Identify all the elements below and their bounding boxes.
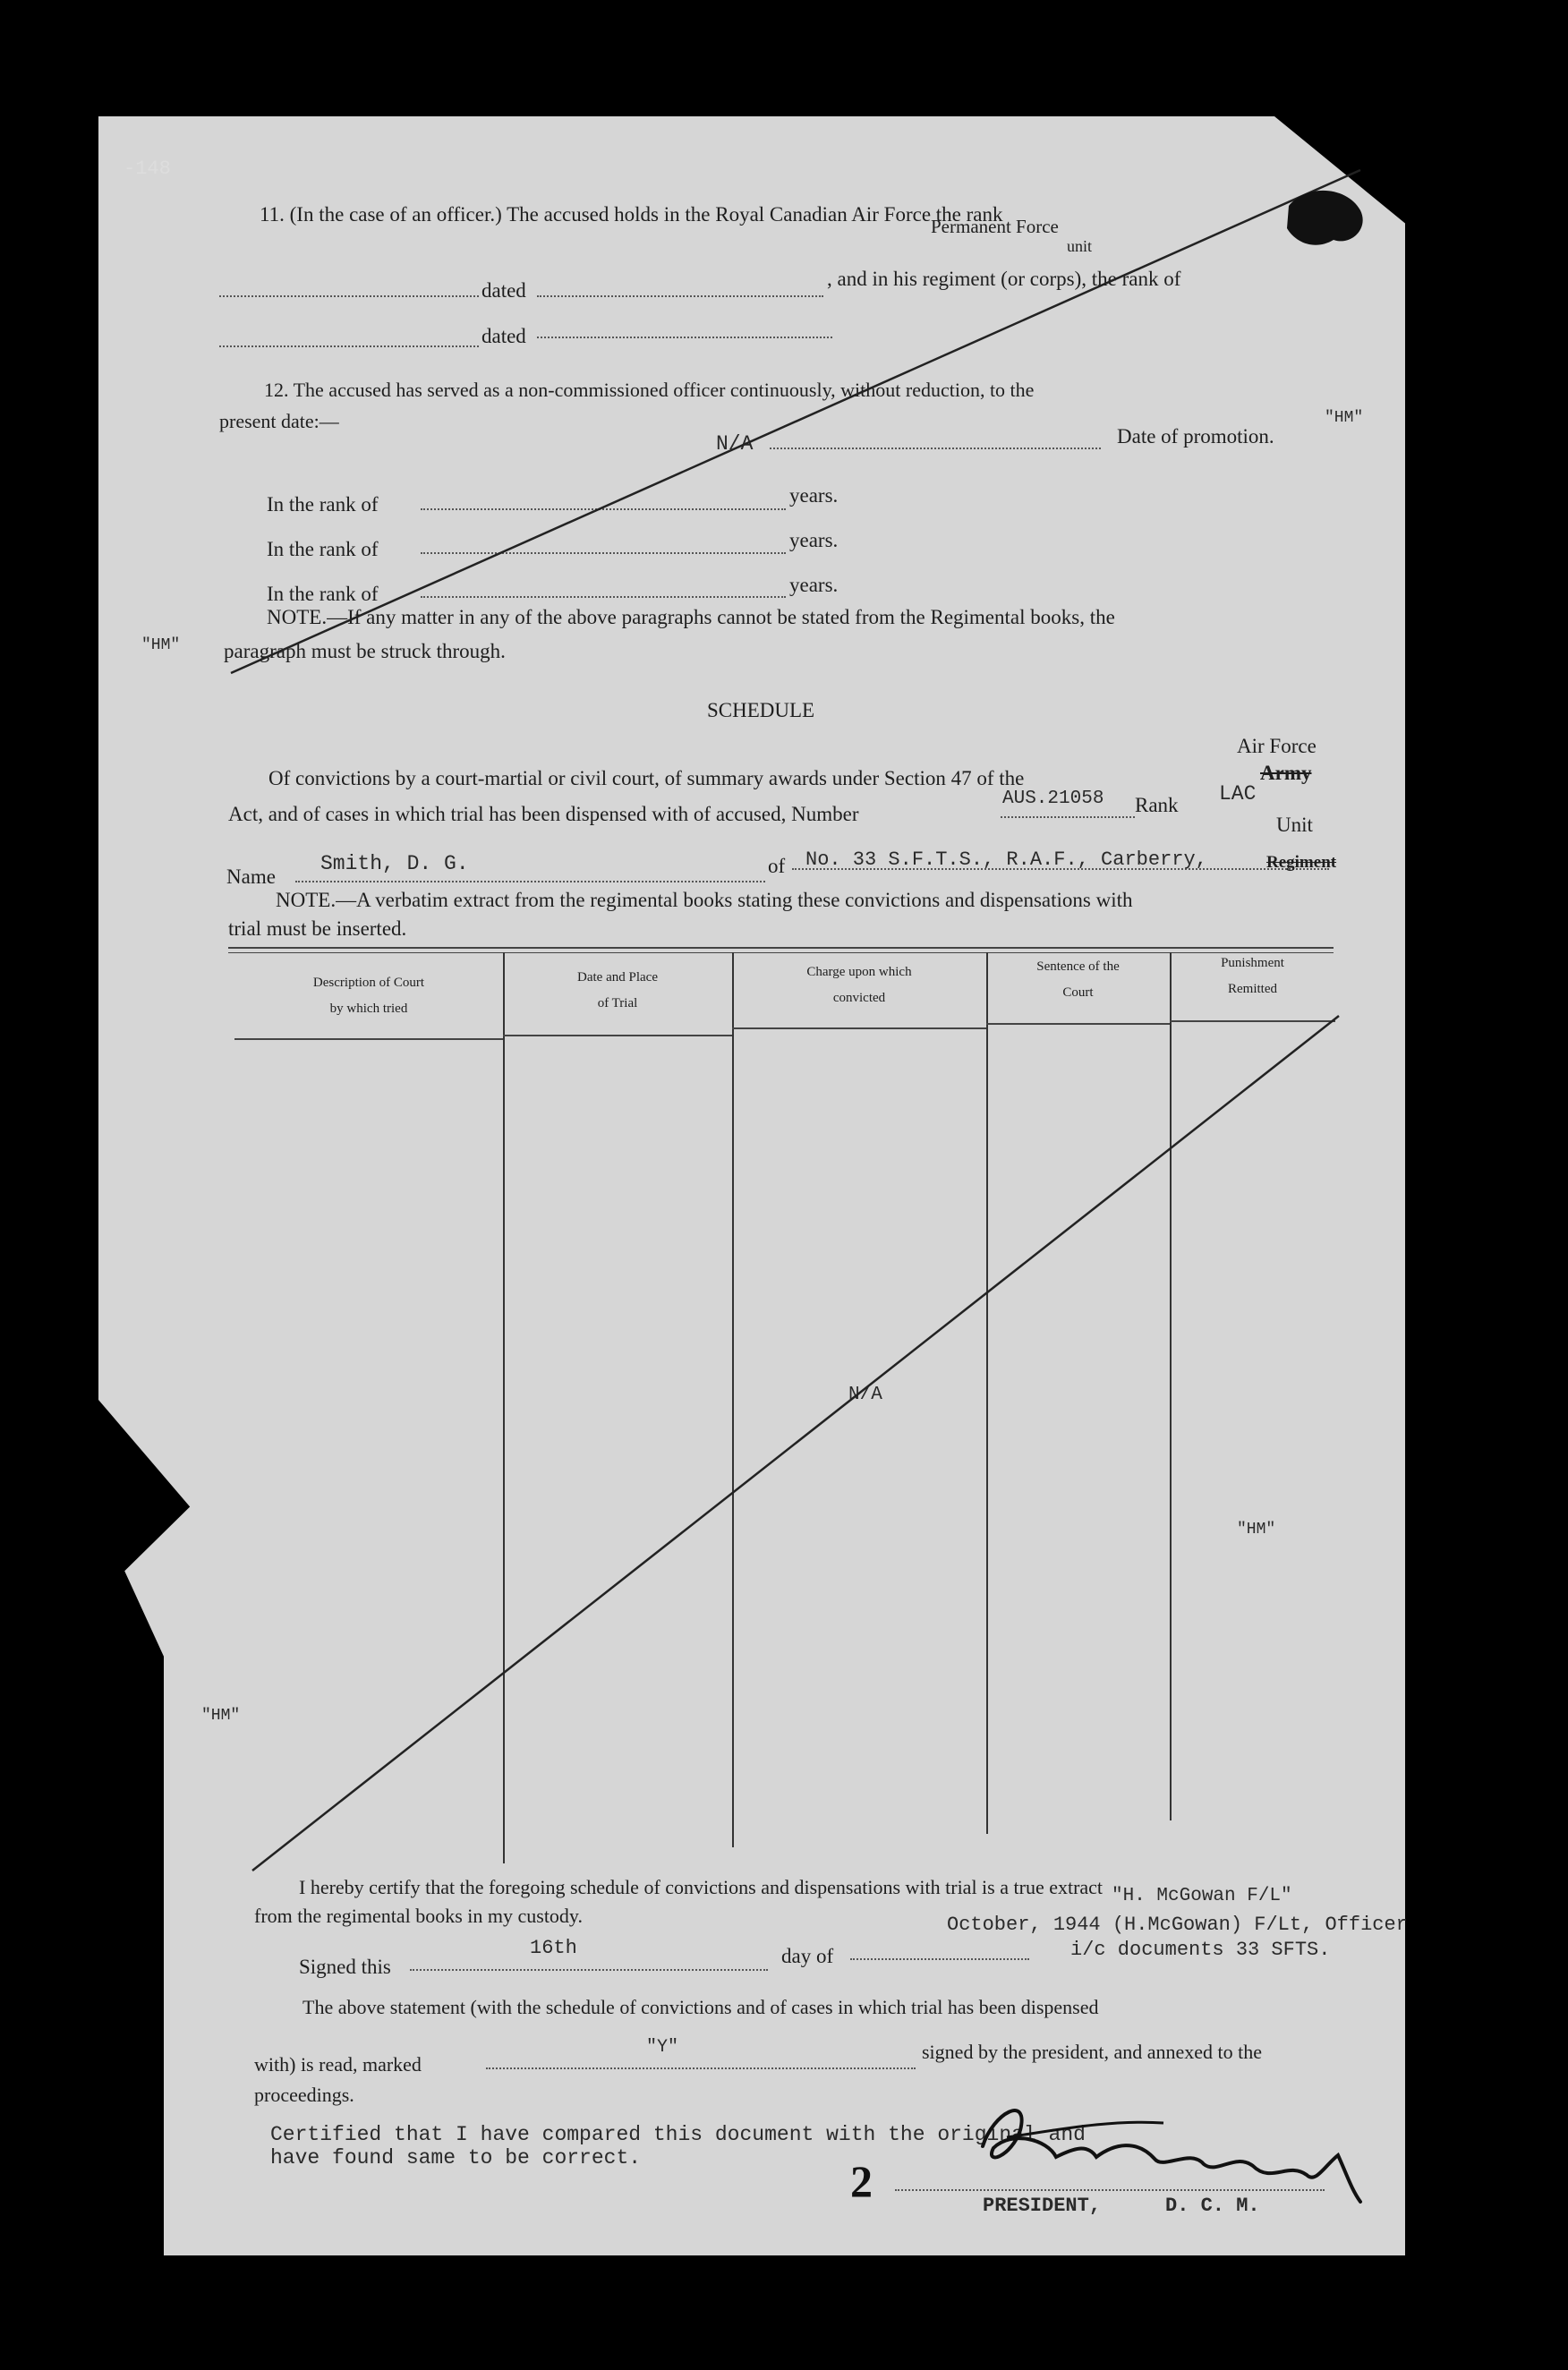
schedule-line1: Of convictions by a court-martial or civil court, of summary awards under Section 47 of the <box>268 767 1025 789</box>
para12-initials: "HM" <box>1325 409 1364 427</box>
years-1: years. <box>789 484 839 507</box>
name-label: Name <box>226 865 276 888</box>
header-date-line2: of Trial <box>597 995 638 1010</box>
accused-unit: No. 33 S.F.T.S., R.A.F., Carberry, <box>805 848 1207 871</box>
schedule-note-line1: NOTE.—A verbatim extract from the regimental books stating these convictions and dispensations with <box>276 889 1133 911</box>
para11-regiment: , and in his regiment (or corps), the rank of <box>827 268 1181 290</box>
para12-na: N/A <box>716 432 754 456</box>
accused-rank: LAC <box>1219 782 1257 806</box>
army-struck: Army <box>1260 762 1312 784</box>
certificate-signed-name: "H. McGowan F/L" <box>1112 1886 1292 1906</box>
statement-line1: The above statement (with the schedule of convictions and of cases in which trial has been dispensed <box>303 1996 1099 2018</box>
signed-month-year: October, 1944 (H.McGowan) F/Lt, Officer <box>947 1914 1408 1936</box>
signed-this-label: Signed this <box>299 1956 391 1978</box>
note1-line2: paragraph must be struck through. <box>224 640 506 662</box>
header-court-line2: by which tried <box>329 1001 408 1016</box>
statement-line3: proceedings. <box>254 2084 354 2106</box>
statement-line2-end: signed by the president, and annexed to the <box>922 2041 1263 2063</box>
schedule-note-line2: trial must be inserted. <box>228 917 407 940</box>
rank-label: Rank <box>1135 794 1179 816</box>
accused-number: AUS.21058 <box>1002 789 1104 809</box>
header-punishment-line2: Remitted <box>1228 981 1277 996</box>
accused-name: Smith, D. G. <box>320 852 469 875</box>
para11-insert-unit: unit <box>1067 237 1093 255</box>
dcm-label: D. C. M. <box>1165 2195 1260 2217</box>
rank-label-2: In the rank of <box>267 538 379 560</box>
para11-dated2: dated <box>481 325 526 347</box>
president-label: PRESIDENT, <box>983 2195 1102 2217</box>
table-initials-left: "HM" <box>201 1707 241 1725</box>
day-of-label: day of <box>781 1945 834 1967</box>
signature-stroke <box>1007 2122 1163 2137</box>
unit-insert: Unit <box>1276 814 1313 836</box>
page-number: -148 <box>124 158 171 180</box>
header-date-line1: Date and Place <box>577 970 658 985</box>
table-na: N/A <box>848 1385 882 1405</box>
ink-blot-icon <box>1287 191 1363 245</box>
years-3: years. <box>789 574 839 596</box>
certified-line2: have found same to be correct. <box>270 2146 642 2170</box>
table-strike-line <box>252 1016 1339 1871</box>
schedule-line2: Act, and of cases in which trial has been dispensed with of accused, Number <box>228 803 859 825</box>
para12-promotion: Date of promotion. <box>1117 425 1274 448</box>
paragraph-strike-line <box>231 170 1360 673</box>
certified-number: 2 <box>850 2156 873 2206</box>
para11-text: 11. (In the case of an officer.) The accused holds in the Royal Canadian Air Force the rank <box>260 203 1003 226</box>
table-initials-right: "HM" <box>1237 1521 1276 1539</box>
certified-line1: Certified that I have compared this document with the original and <box>270 2123 1086 2146</box>
para11-insert-force: Permanent Force <box>931 216 1059 237</box>
rank-label-1: In the rank of <box>267 493 379 516</box>
rank-label-3: In the rank of <box>267 583 379 605</box>
header-sentence-line1: Sentence of the <box>1036 959 1120 974</box>
header-charge-line1: Charge upon which <box>806 965 912 979</box>
certificate-line2: from the regimental books in my custody. <box>254 1905 584 1927</box>
regiment-struck: Regiment <box>1266 853 1337 872</box>
para12-line1: 12. The accused has served as a non-commissioned officer continuously, without reduction, to the <box>264 379 1035 401</box>
header-charge-line2: convicted <box>832 990 886 1005</box>
header-court-line1: Description of Court <box>312 976 425 990</box>
air-force-insert: Air Force <box>1237 735 1317 757</box>
para12-line2: present date:— <box>219 410 339 432</box>
signed-officer: i/c documents 33 SFTS. <box>1070 1939 1331 1961</box>
statement-mark: "Y" <box>646 2037 679 2058</box>
para11-dated1: dated <box>481 279 526 302</box>
note1-line1: NOTE.—If any matter in any of the above paragraphs cannot be stated from the Regimental books, the <box>267 606 1115 628</box>
statement-line2: with) is read, marked <box>254 2053 422 2076</box>
schedule-title: SCHEDULE <box>707 699 815 721</box>
president-signature <box>983 2110 1360 2202</box>
header-sentence-line2: Court <box>1062 985 1094 1000</box>
of-label: of <box>768 855 786 877</box>
certificate-line1: I hereby certify that the foregoing schedule of convictions and dispensations with trial is a true extract <box>299 1876 1104 1898</box>
signed-day: 16th <box>530 1937 577 1959</box>
years-2: years. <box>789 529 839 551</box>
header-punishment-line1: Punishment <box>1221 956 1284 970</box>
note1-initials: "HM" <box>141 636 181 654</box>
